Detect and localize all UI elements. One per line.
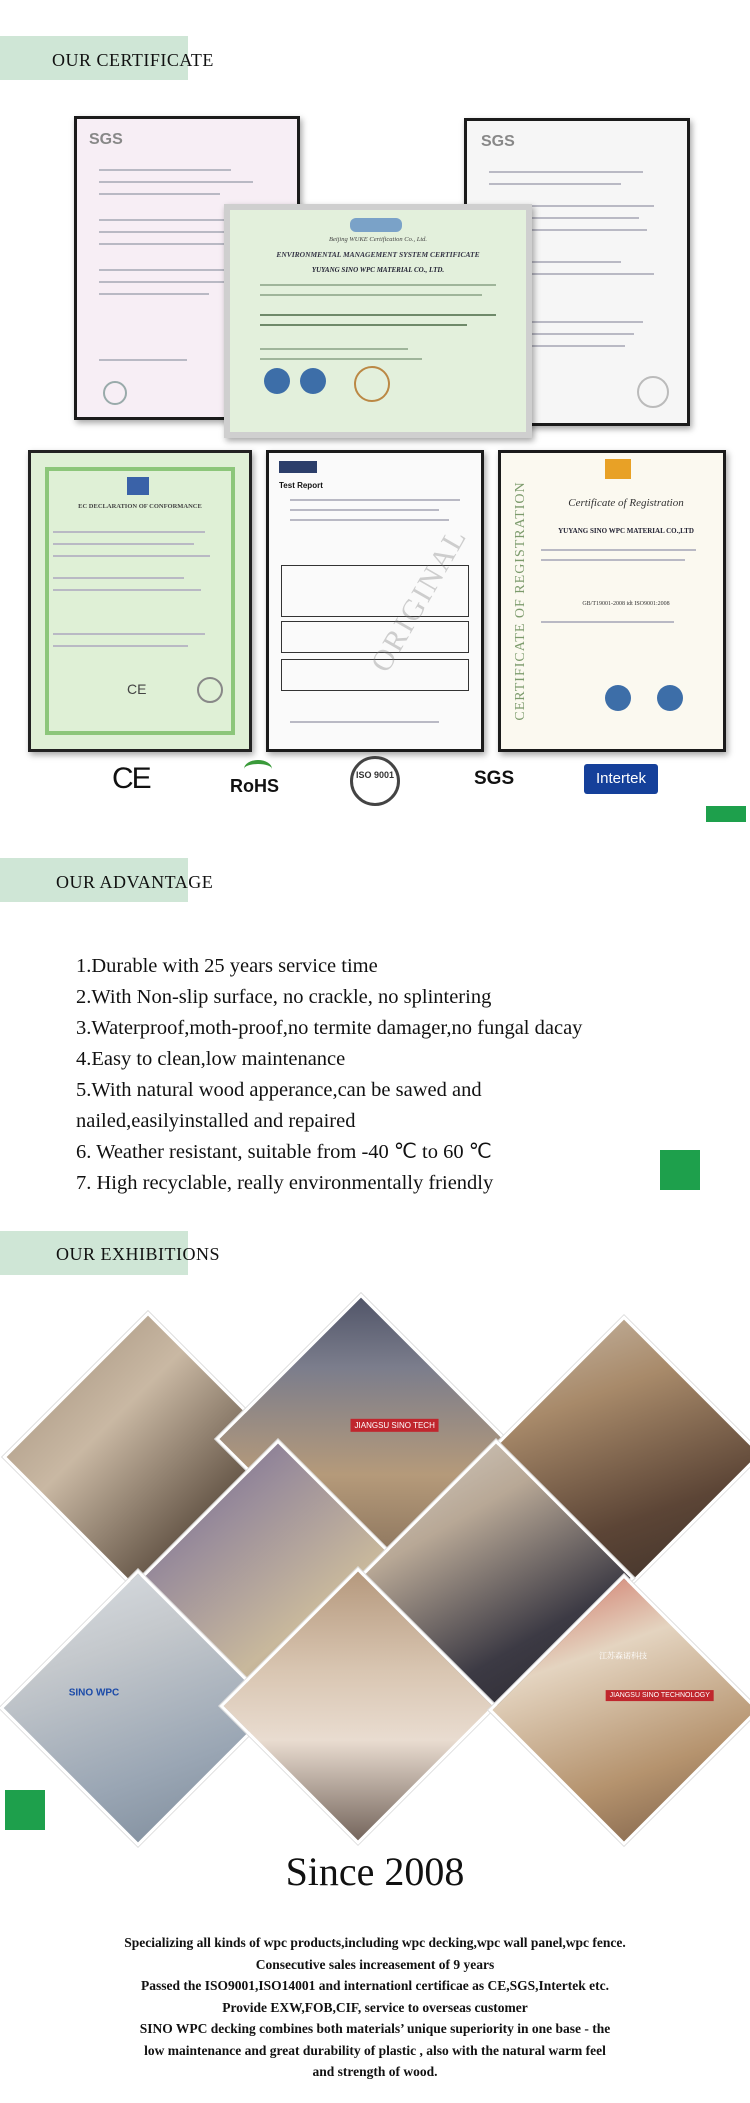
advantage-item: 4.Easy to clean,low maintenance	[76, 1048, 346, 1070]
certificate-section-title: OUR CERTIFICATE	[52, 50, 214, 70]
since-heading: Since 2008	[285, 1849, 465, 1894]
rohs-logo: RoHS	[228, 760, 292, 800]
advantage-section-title: OUR ADVANTAGE	[56, 872, 214, 892]
advantage-item: 7. High recyclable, really environmentally friendly	[76, 1172, 494, 1194]
description-line: Consecutive sales increasement of 9 years	[255, 1956, 495, 1972]
exhibition-sign-top: JIANGSU SINO TECH	[351, 1419, 439, 1432]
sgs-logo: SGS	[474, 768, 515, 789]
exhibition-sign-bottom: JIANGSU SINO TECHNOLOGY	[606, 1690, 714, 1701]
environmental-management-certificate	[224, 204, 532, 438]
advantage-item: 1.Durable with 25 years service time	[76, 955, 378, 977]
advantage-item: nailed,easilyinstalled and repaired	[76, 1110, 356, 1132]
certificate-of-registration	[498, 450, 726, 752]
registration-standard: GB/T19001-2008 idt ISO9001:2008	[582, 601, 670, 607]
test-report-certificate	[266, 450, 484, 752]
description-line: Specializing all kinds of wpc products,including wpc decking,wpc wall panel,wpc fence.	[124, 1935, 626, 1950]
intertek-logo: Intertek	[584, 764, 658, 794]
description-line: Passed the ISO9001,ISO14001 and internationl certificae as CE,SGS,Intertek etc.	[141, 1978, 609, 1993]
sgs-logo: SGS	[89, 131, 123, 148]
registration-company: YUYANG SINO WPC MATERIAL CO.,LTD	[558, 527, 694, 535]
iso-9001-logo: ISO 9001	[350, 756, 400, 806]
ce-logo: CE	[112, 762, 150, 795]
description-line: and strength of wood.	[312, 2064, 438, 2079]
original-watermark: ORIGINAL	[364, 521, 474, 678]
decorative-green-square	[5, 1790, 45, 1830]
advantage-item: 5.With natural wood apperance,can be sawed and	[76, 1079, 482, 1101]
decorative-green-square	[706, 806, 746, 822]
env-issuer: Beijing WUKE Certification Co., Ltd.	[328, 236, 428, 243]
ce-title: EC DECLARATION OF CONFORMANCE	[78, 503, 202, 510]
registration-side-text: CERTIFICATE OF REGISTRATION	[513, 481, 528, 721]
registration-title: Certificate of Registration	[568, 497, 684, 509]
decorative-green-square	[660, 1150, 700, 1190]
env-company: YUYANG SINO WPC MATERIAL CO., LTD.	[311, 266, 445, 274]
booth-sign: SINO WPC	[68, 1687, 120, 1699]
env-title: ENVIRONMENTAL MANAGEMENT SYSTEM CERTIFICATE	[276, 250, 480, 259]
exhibition-sign-chinese: 江苏森诺科技	[598, 1651, 647, 1661]
advantage-item: 2.With Non-slip surface, no crackle, no splintering	[76, 986, 492, 1008]
exhibitions-section-title: OUR EXHIBITIONS	[56, 1244, 220, 1264]
sgs-logo: SGS	[481, 133, 515, 150]
test-report-header: Test Report	[279, 481, 323, 490]
advantage-item: 6. Weather resistant, suitable from -40 ℃ to 60 ℃	[76, 1141, 492, 1163]
description-line: low maintenance and great durability of plastic , also with the natural warm feel	[144, 2042, 606, 2058]
ce-declaration-certificate: EC DECLARATION OF CONFORMANCE CE	[28, 450, 252, 752]
advantage-item: 3.Waterproof,moth-proof,no termite damager,no fungal dacay	[76, 1017, 583, 1039]
description-line: Provide EXW,FOB,CIF, service to overseas customer	[222, 1999, 528, 2015]
description-line: SINO WPC decking combines both materials’ unique superiority in one base - the	[139, 2021, 611, 2036]
